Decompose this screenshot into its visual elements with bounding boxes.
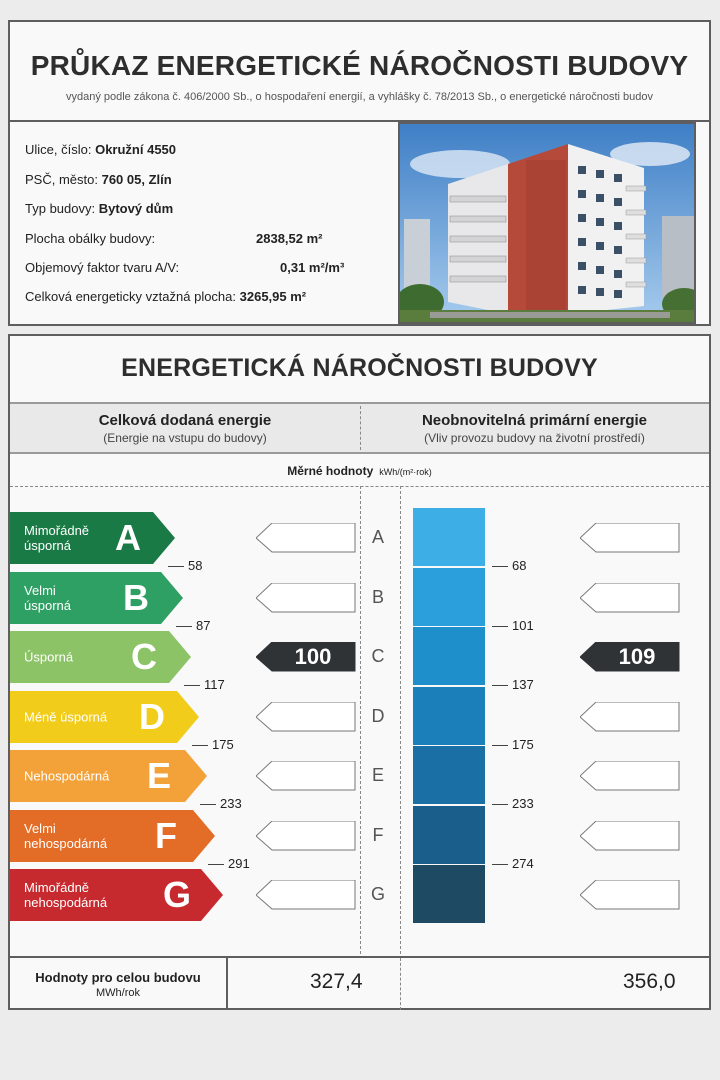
envelope-value: 2838,52 m² xyxy=(256,231,323,246)
energy-class-label: Velmi nehospodárná xyxy=(24,820,108,851)
primary-energy-segment xyxy=(413,568,485,626)
empty-pointer xyxy=(580,761,680,791)
type-label: Typ budovy: xyxy=(25,201,96,216)
area-row xyxy=(25,289,306,304)
energy-rating-panel xyxy=(8,334,711,1010)
delivered-energy-total: 327,4 xyxy=(310,970,363,993)
energy-class-band-g xyxy=(10,869,223,921)
primary-energy-subheading: (Vliv provozu budovy na životní prostředí) xyxy=(424,431,645,445)
energy-class-band-a xyxy=(10,512,175,564)
delivered-energy-header xyxy=(10,402,360,454)
primary-energy-value: 109 xyxy=(618,644,656,669)
area-value: 3265,95 m² xyxy=(239,289,307,304)
primary-energy-heading: Neobnovitelná primární energie xyxy=(421,412,648,429)
scale-letter-b: B xyxy=(371,586,384,607)
energy-class-letter: G xyxy=(163,874,192,915)
primary-energy-threshold: 137 xyxy=(492,677,534,692)
primary-energy-segment xyxy=(413,865,485,923)
primary-energy-value-pointer xyxy=(580,642,680,672)
header-separator xyxy=(360,406,361,450)
primary-energy-header xyxy=(360,402,709,454)
energy-class-label: Méně úsporná xyxy=(24,709,108,724)
energy-class-letter: E xyxy=(147,755,172,796)
shape-label: Objemový faktor tvaru A/V: xyxy=(25,260,180,275)
energy-class-band-d xyxy=(10,691,199,743)
totals-label: Hodnoty pro celou budovu xyxy=(35,970,201,985)
document-subtitle: vydaný podle zákona č. 406/2000 Sb., o hospodaření energií, a vyhlášky č. 78/2013 Sb., o energetické náročnosti budov xyxy=(65,91,654,103)
city-value: 760 05, Zlín xyxy=(101,172,172,187)
empty-pointer xyxy=(256,702,356,732)
totals-separator xyxy=(400,958,401,1010)
delivered-energy-value-pointer xyxy=(256,642,356,672)
energy-class-letter: C xyxy=(131,636,157,677)
empty-pointer xyxy=(580,821,680,851)
scale-letter-a: A xyxy=(371,527,384,547)
energy-class-label: Mimořádně nehospodárná xyxy=(24,880,108,910)
scale-letter-d: D xyxy=(371,705,385,726)
delivered-energy-subheading: (Energie na vstupu do budovy) xyxy=(103,431,267,445)
delivered-energy-threshold: 233 xyxy=(200,796,242,811)
primary-energy-segment xyxy=(413,687,485,745)
building-illustration xyxy=(400,124,696,324)
energy-class-letter: B xyxy=(123,576,149,618)
energy-class-letter: F xyxy=(155,814,177,856)
empty-pointer xyxy=(256,583,356,613)
empty-pointer xyxy=(580,880,680,910)
type-row xyxy=(25,201,173,216)
delivered-energy-threshold: 291 xyxy=(208,856,250,871)
energy-class-letter: A xyxy=(115,517,141,558)
energy-class-band-e xyxy=(10,750,207,802)
street-label: Ulice, číslo: xyxy=(25,142,92,157)
building-photo xyxy=(398,122,696,324)
delivered-energy-threshold: 87 xyxy=(176,618,210,633)
primary-energy-segment xyxy=(413,627,485,685)
primary-energy-threshold: 274 xyxy=(492,856,534,871)
primary-energy-threshold: 101 xyxy=(492,618,534,633)
scale-letter-c: C xyxy=(371,646,385,666)
building-totals xyxy=(10,956,709,1010)
empty-pointer xyxy=(580,702,680,732)
city-label: PSČ, město: xyxy=(25,172,98,187)
primary-energy-total: 356,0 xyxy=(623,970,676,993)
delivered-energy-threshold: 175 xyxy=(192,737,234,752)
energy-class-letter: D xyxy=(139,695,165,737)
energy-class-band-f xyxy=(10,810,215,862)
delivered-energy-threshold: 58 xyxy=(168,558,202,573)
area-label: Celková energeticky vztažná plocha: xyxy=(25,289,237,304)
primary-energy-threshold: 175 xyxy=(492,737,534,752)
specific-values-label: Měrné hodnoty xyxy=(287,464,374,478)
specific-values-unit: kWh/(m²·rok) xyxy=(379,467,432,477)
delivered-energy-heading: Celková dodaná energie xyxy=(98,412,272,429)
scale-letter-e: E xyxy=(371,765,384,785)
energy-class-band-c xyxy=(10,631,191,683)
scale-separator-right xyxy=(400,486,401,954)
energy-class-label: Úsporná xyxy=(24,649,74,665)
totals-label-cell xyxy=(10,958,228,1010)
document-title: PRŮKAZ ENERGETICKÉ NÁROČNOSTI BUDOVY xyxy=(30,50,689,81)
empty-pointer xyxy=(256,821,356,851)
empty-pointer xyxy=(256,523,356,553)
energy-class-label: Velmi úsporná xyxy=(24,582,71,613)
totals-unit: MWh/rok xyxy=(96,987,140,999)
energy-class-label: Mimořádně úsporná xyxy=(24,523,90,553)
delivered-energy-value: 100 xyxy=(294,644,332,669)
street-value: Okružní 4550 xyxy=(95,142,177,157)
envelope-label: Plocha obálky budovy: xyxy=(25,231,156,246)
scale-separator-left xyxy=(360,486,361,954)
primary-energy-segment xyxy=(413,746,485,804)
primary-energy-threshold: 233 xyxy=(492,796,534,811)
scale-letter-g: G xyxy=(370,884,385,904)
empty-pointer xyxy=(256,761,356,791)
primary-energy-segment xyxy=(413,806,485,864)
type-value: Bytový dům xyxy=(98,201,174,216)
empty-pointer xyxy=(580,583,680,613)
specific-values-caption xyxy=(10,464,709,478)
shape-value: 0,31 m²/m³ xyxy=(280,260,345,275)
energy-class-band-b xyxy=(10,572,183,624)
rating-title: ENERGETICKÁ NÁROČNOSTI BUDOVY xyxy=(121,354,598,382)
delivered-energy-threshold: 117 xyxy=(184,677,225,692)
primary-energy-threshold: 68 xyxy=(492,558,526,573)
scale-letter-f: F xyxy=(372,824,384,845)
certificate-header xyxy=(8,20,711,326)
energy-class-label: Nehospodárná xyxy=(24,768,110,784)
empty-pointer xyxy=(580,523,680,553)
city-row xyxy=(25,172,172,187)
street-row xyxy=(25,142,176,157)
empty-pointer xyxy=(256,880,356,910)
primary-energy-segment xyxy=(413,508,485,566)
